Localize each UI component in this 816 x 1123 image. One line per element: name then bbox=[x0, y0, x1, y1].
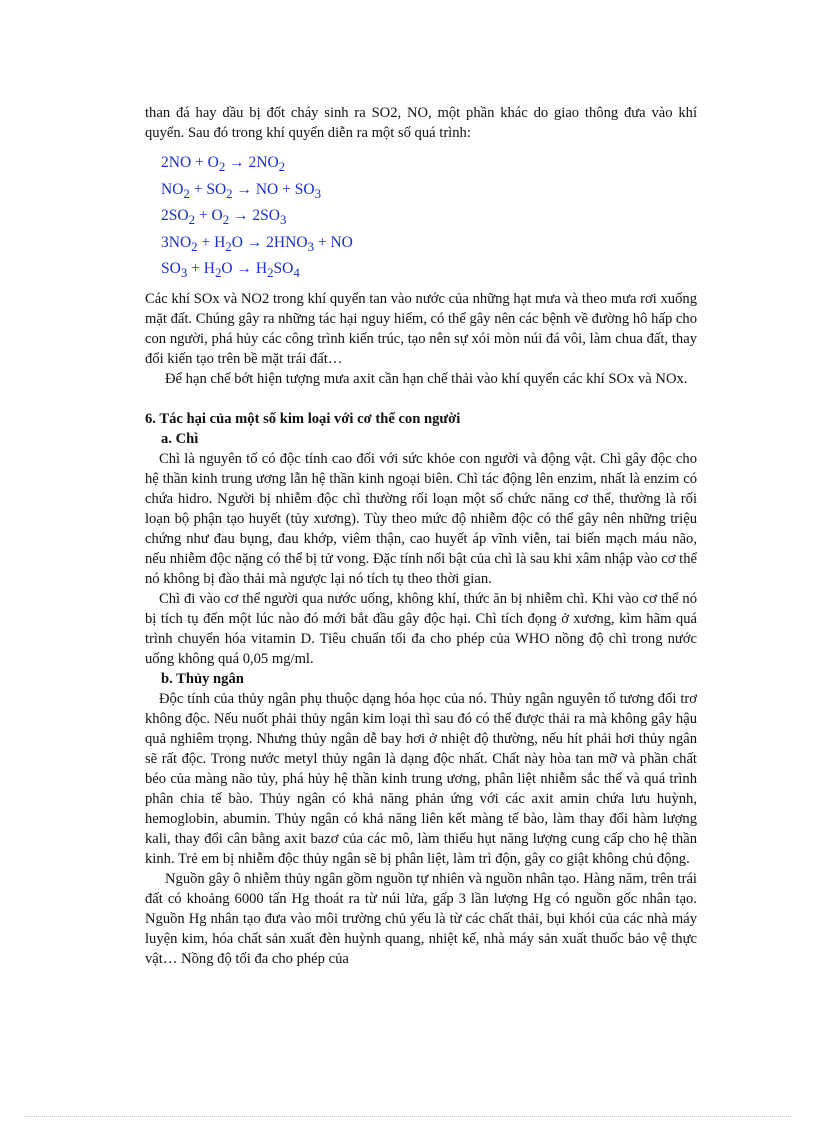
equation-3: $2SO_2 + O_2 \to 2SO_3$ bbox=[161, 207, 287, 228]
subsection-mercury-title: b. Thủy ngân bbox=[161, 670, 244, 687]
subsection-lead-title: a. Chì bbox=[161, 430, 199, 447]
mercury-paragraph-2: Nguồn gây ô nhiễm thủy ngân gồm nguồn tự nhiên và nguồn nhân tạo. Hàng năm, trên trái đất có khoảng 6000 tấn Hg thoát ra từ núi lửa, gấp 3 lần lượng Hg có nguồn gốc nhân tạo. Nguồn Hg nhân tạo đưa vào môi trường chủ yếu là từ các chất thải, bụi khói của các nhà máy luyện kim, hóa chất sản xuất đèn huỳnh quang, nhiệt kế, nhà máy sản xuất thuốc bảo vệ thực vật… Nồng độ tối đa cho phép của bbox=[145, 870, 697, 967]
mercury-paragraph-1: Độc tính của thủy ngân phụ thuộc dạng hóa học của nó. Thủy ngân nguyên tố tương đối trơ không độc. Nếu nuốt phải thủy ngân kim loại thì sau đó có thể được thải ra mà không gây hậu quả nghiêm trọng. Nhưng thủy ngân dễ bay hơi ở nhiệt độ thường, nếu hít phải hơi thủy ngân sẽ rất độc. Trong nước metyl thủy ngân là dạng độc nhất. Chất này hòa tan mỡ và phần chất béo của màng não tủy, phá hủy hệ thần kinh trung ương, phân liệt nhiễm sắc thể và quá trình phân chia tế bào. Thủy ngân có khả năng phản ứng với các axit amin chứa lưu huỳnh, hemoglobin, abumin. Thủy ngân có khả năng liên kết màng tế bào, làm thay đổi hàm lượng kali, thay đổi cân bằng axit bazơ của các mô, làm thiếu hụt năng lượng cung cấp cho hệ thần kinh. Trẻ em bị nhiễm độc thủy ngân sẽ bị phân liệt, làm trì độn, gây co giật không chủ động. bbox=[145, 690, 697, 867]
footer-divider bbox=[25, 1116, 791, 1117]
page-content bbox=[145, 103, 697, 969]
equation-4: $3NO_2 + H_2O \to 2HNO_3$ + NO bbox=[161, 233, 353, 254]
equation-5: $SO_3 + H_2O \to H_2SO_4$ bbox=[161, 260, 300, 281]
section-title: 6. Tác hại của một số kim loại với cơ thể con người bbox=[145, 410, 461, 427]
intro-paragraph: than đá hay dầu bị đốt cháy sinh ra SO2, NO, một phần khác do giao thông đưa vào khí quyển. Sau đó trong khí quyển diễn ra một số quá trình: bbox=[145, 105, 697, 141]
equation-1: $2NO + O_2 \to 2NO_2$ bbox=[161, 154, 286, 175]
reaction-equations bbox=[161, 152, 697, 285]
equation-2: $NO_2 + SO_2$ → NO + $SO_3$ bbox=[161, 180, 322, 201]
lead-paragraph-1: Chì là nguyên tố có độc tính cao đối với sức khỏe con người và động vật. Chì gây độc cho hệ thần kinh trung ương lẫn hệ thần kinh ngoại biên. Chì tác động lên enzim, nhất là enzim có chứa hidro. Người bị nhiễm độc chì thường rối loạn một số chức năng cơ thể, thường là rối loạn bộ phận tạo huyết (tủy xương). Tùy theo mức độ nhiễm độc có thể gây nên những triệu chứng như đau bụng, đau khớp, viêm thận, cao huyết áp vĩnh viễn, tai biến mạch máu não, nếu nhiễm độc nặng có thể bị tử vong. Đặc tính nổi bật của chì là sau khi xâm nhập vào cơ thể nó không bị đào thải mà ngược lại nó tích tụ theo thời gian. bbox=[145, 450, 697, 587]
effects-paragraph: Các khí SOx và NO2 trong khí quyển tan vào nước của những hạt mưa và theo mưa rơi xuống mặt đất. Chúng gây ra những tác hại nguy hiểm, có thể gây nên các bệnh về đường hô hấp cho con người, phá hủy các công trình kiến trúc, tạo nên sự xói mòn núi đá vôi, làm chua đất, thay đổi kiến tạo trên bề mặt trái đất… bbox=[145, 290, 697, 367]
limit-paragraph: Để hạn chế bớt hiện tượng mưa axit cần hạn chế thải vào khí quyển các khí SOx và NOx. bbox=[165, 370, 688, 387]
lead-paragraph-2: Chì đi vào cơ thể người qua nước uống, không khí, thức ăn bị nhiễm chì. Khi vào cơ thể nó bị tích tụ đến một lúc nào đó mới bắt đầu gây độc hại. Chì tích đọng ở xương, kìm hãm quá trình chuyển hóa vitamin D. Tiêu chuẩn tối đa cho phép của WHO nồng độ chì trong nước uống không quá 0,05 mg/ml. bbox=[145, 590, 697, 667]
